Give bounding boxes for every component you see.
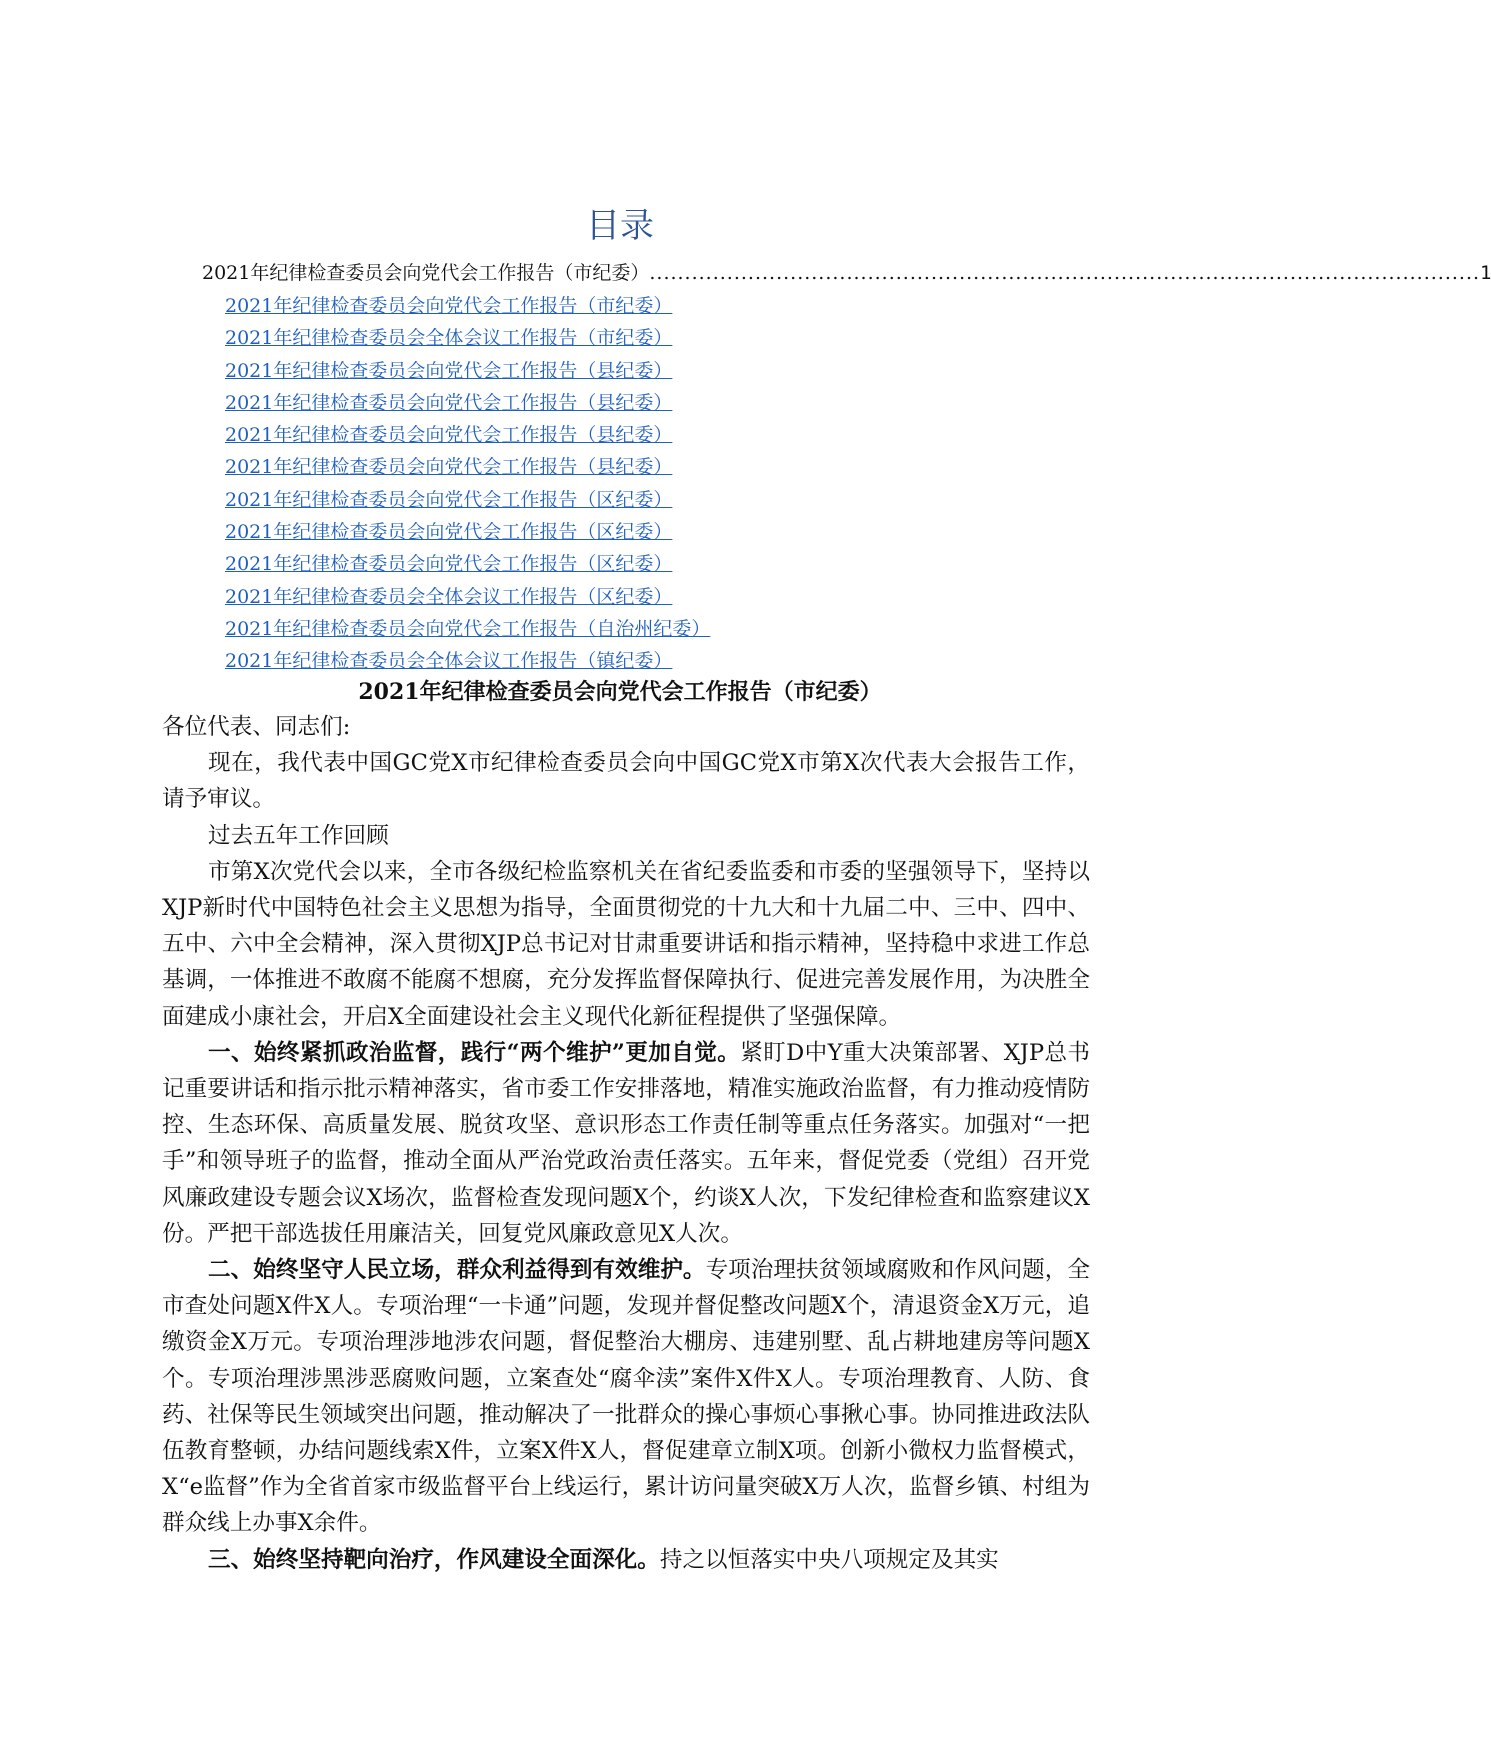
toc-title: 目录: [586, 206, 654, 246]
toc-link[interactable]: 2021年纪律检查委员会向党代会工作报告（县纪委）: [225, 359, 673, 382]
document-body: [162, 709, 1090, 1578]
toc-main-entry[interactable]: [202, 258, 1491, 288]
toc-link[interactable]: 2021年纪律检查委员会向党代会工作报告（县纪委）: [225, 424, 673, 447]
paragraph-point-1: [162, 1035, 1090, 1252]
toc-link[interactable]: 2021年纪律检查委员会向党代会工作报告（区纪委）: [225, 488, 673, 511]
toc-item: [225, 484, 710, 516]
toc-item: [225, 322, 710, 354]
toc-link[interactable]: 2021年纪律检查委员会向党代会工作报告（区纪委）: [225, 521, 673, 544]
toc-link[interactable]: 2021年纪律检查委员会全体会议工作报告（镇纪委）: [225, 650, 673, 673]
toc-item: [225, 290, 710, 322]
paragraph-point-2: [162, 1252, 1090, 1542]
point-1-heading: 一、始终紧抓政治监督，践行“两个维护”更加自觉。: [208, 1039, 741, 1066]
toc-link[interactable]: 2021年纪律检查委员会向党代会工作报告（区纪委）: [225, 553, 673, 576]
toc-item: [225, 581, 710, 613]
toc-item: [225, 645, 710, 677]
toc-item: [225, 387, 710, 419]
toc-item: [225, 548, 710, 580]
toc-item: [225, 613, 710, 645]
toc-link[interactable]: 2021年纪律检查委员会全体会议工作报告（区纪委）: [225, 585, 673, 608]
point-1-text: 紧盯D中Y重大决策部署、XJP总书记重要讲话和指示批示精神落实，省市委工作安排落地，精准实施政治监督，有力推动疫情防控、生态环保、高质量发展、脱贫攻坚、意识形态工作责任制等重点任务落实。加强对“一把手”和领导班子的监督，推动全面从严治党政治责任落实。五年来，督促党委（党组）召开党风廉政建设专题会议X场次，监督检查发现问题X个，约谈X人次，下发纪律检查和监察建议X份。严把干部选拔任用廉洁关，回复党风廉政意见X人次。: [162, 1039, 1091, 1247]
point-3-text: 持之以恒落实中央八项规定及其实: [659, 1546, 999, 1573]
salutation: 各位代表、同志们:: [162, 714, 351, 740]
paragraph-overview: 市第X次党代会以来，全市各级纪检监察机关在省纪委监委和市委的坚强领导下，坚持以XJP新时代中国特色社会主义思想为指导，全面贯彻党的十九大和十九届二中、三中、四中、五中、六中全会精神，深入贯彻XJP总书记对甘肃重要讲话和指示精神，坚持稳中求进工作总基调，一体推进不敢腐不能腐不想腐，充分发挥监督保障执行、促进完善发展作用，为决胜全面建成小康社会，开启X全面建设社会主义现代化新征程提供了坚强保障。: [162, 858, 1090, 1030]
section-heading: 过去五年工作回顾: [208, 822, 389, 849]
toc-link[interactable]: 2021年纪律检查委员会向党代会工作报告（市纪委）: [225, 295, 673, 317]
toc-main-entry-text: 2021年纪律检查委员会向党代会工作报告（市纪委）: [202, 262, 650, 284]
toc-item: [225, 355, 710, 387]
point-2-heading: 二、始终坚守人民立场，群众利益得到有效维护。: [208, 1257, 706, 1284]
toc-link-list: [225, 290, 710, 678]
toc-link[interactable]: 2021年纪律检查委员会全体会议工作报告（市纪委）: [225, 327, 673, 350]
toc-link[interactable]: 2021年纪律检查委员会向党代会工作报告（县纪委）: [225, 391, 673, 414]
toc-item: [225, 516, 710, 548]
toc-item: [225, 419, 710, 451]
toc-page-number: 1: [1480, 262, 1491, 284]
point-2-text: 专项治理扶贫领域腐败和作风问题，全市查处问题X件X人。专项治理“一卡通”问题，发现并督促整改问题X个，清退资金X万元，追缴资金X万元。专项治理涉地涉农问题，督促整治大棚房、违建别墅、乱占耕地建房等问题X个。专项治理涉黑涉恶腐败问题，立案查处“腐伞渎”案件X件X人。专项治理教育、人防、食药、社保等民生领域突出问题，推动解决了一批群众的操心事烦心事揪心事。协同推进政法队伍教育整顿，办结问题线索X件，立案X件X人，督促建章立制X项。创新小微权力监督模式，X“e监督”作为全省首家市级监督平台上线运行，累计访问量突破X万人次，监督乡镇、村组为群众线上办事X余件。: [162, 1257, 1091, 1537]
point-3-heading: 三、始终坚持靶向治疗，作风建设全面深化。: [208, 1546, 660, 1573]
toc-link[interactable]: 2021年纪律检查委员会向党代会工作报告（县纪委）: [225, 456, 673, 479]
paragraph-point-3: [162, 1542, 1090, 1578]
document-title: 2021年纪律检查委员会向党代会工作报告（市纪委）: [358, 679, 882, 705]
toc-link[interactable]: 2021年纪律检查委员会向党代会工作报告（自治州纪委）: [225, 617, 711, 640]
paragraph-intro: 现在，我代表中国GC党X市纪律检查委员会向中国GC党X市第X次代表大会报告工作，请予审议。: [162, 750, 1090, 813]
toc-item: [225, 451, 710, 483]
toc-leader-dots: ......................................................................................................................: [649, 262, 1481, 284]
